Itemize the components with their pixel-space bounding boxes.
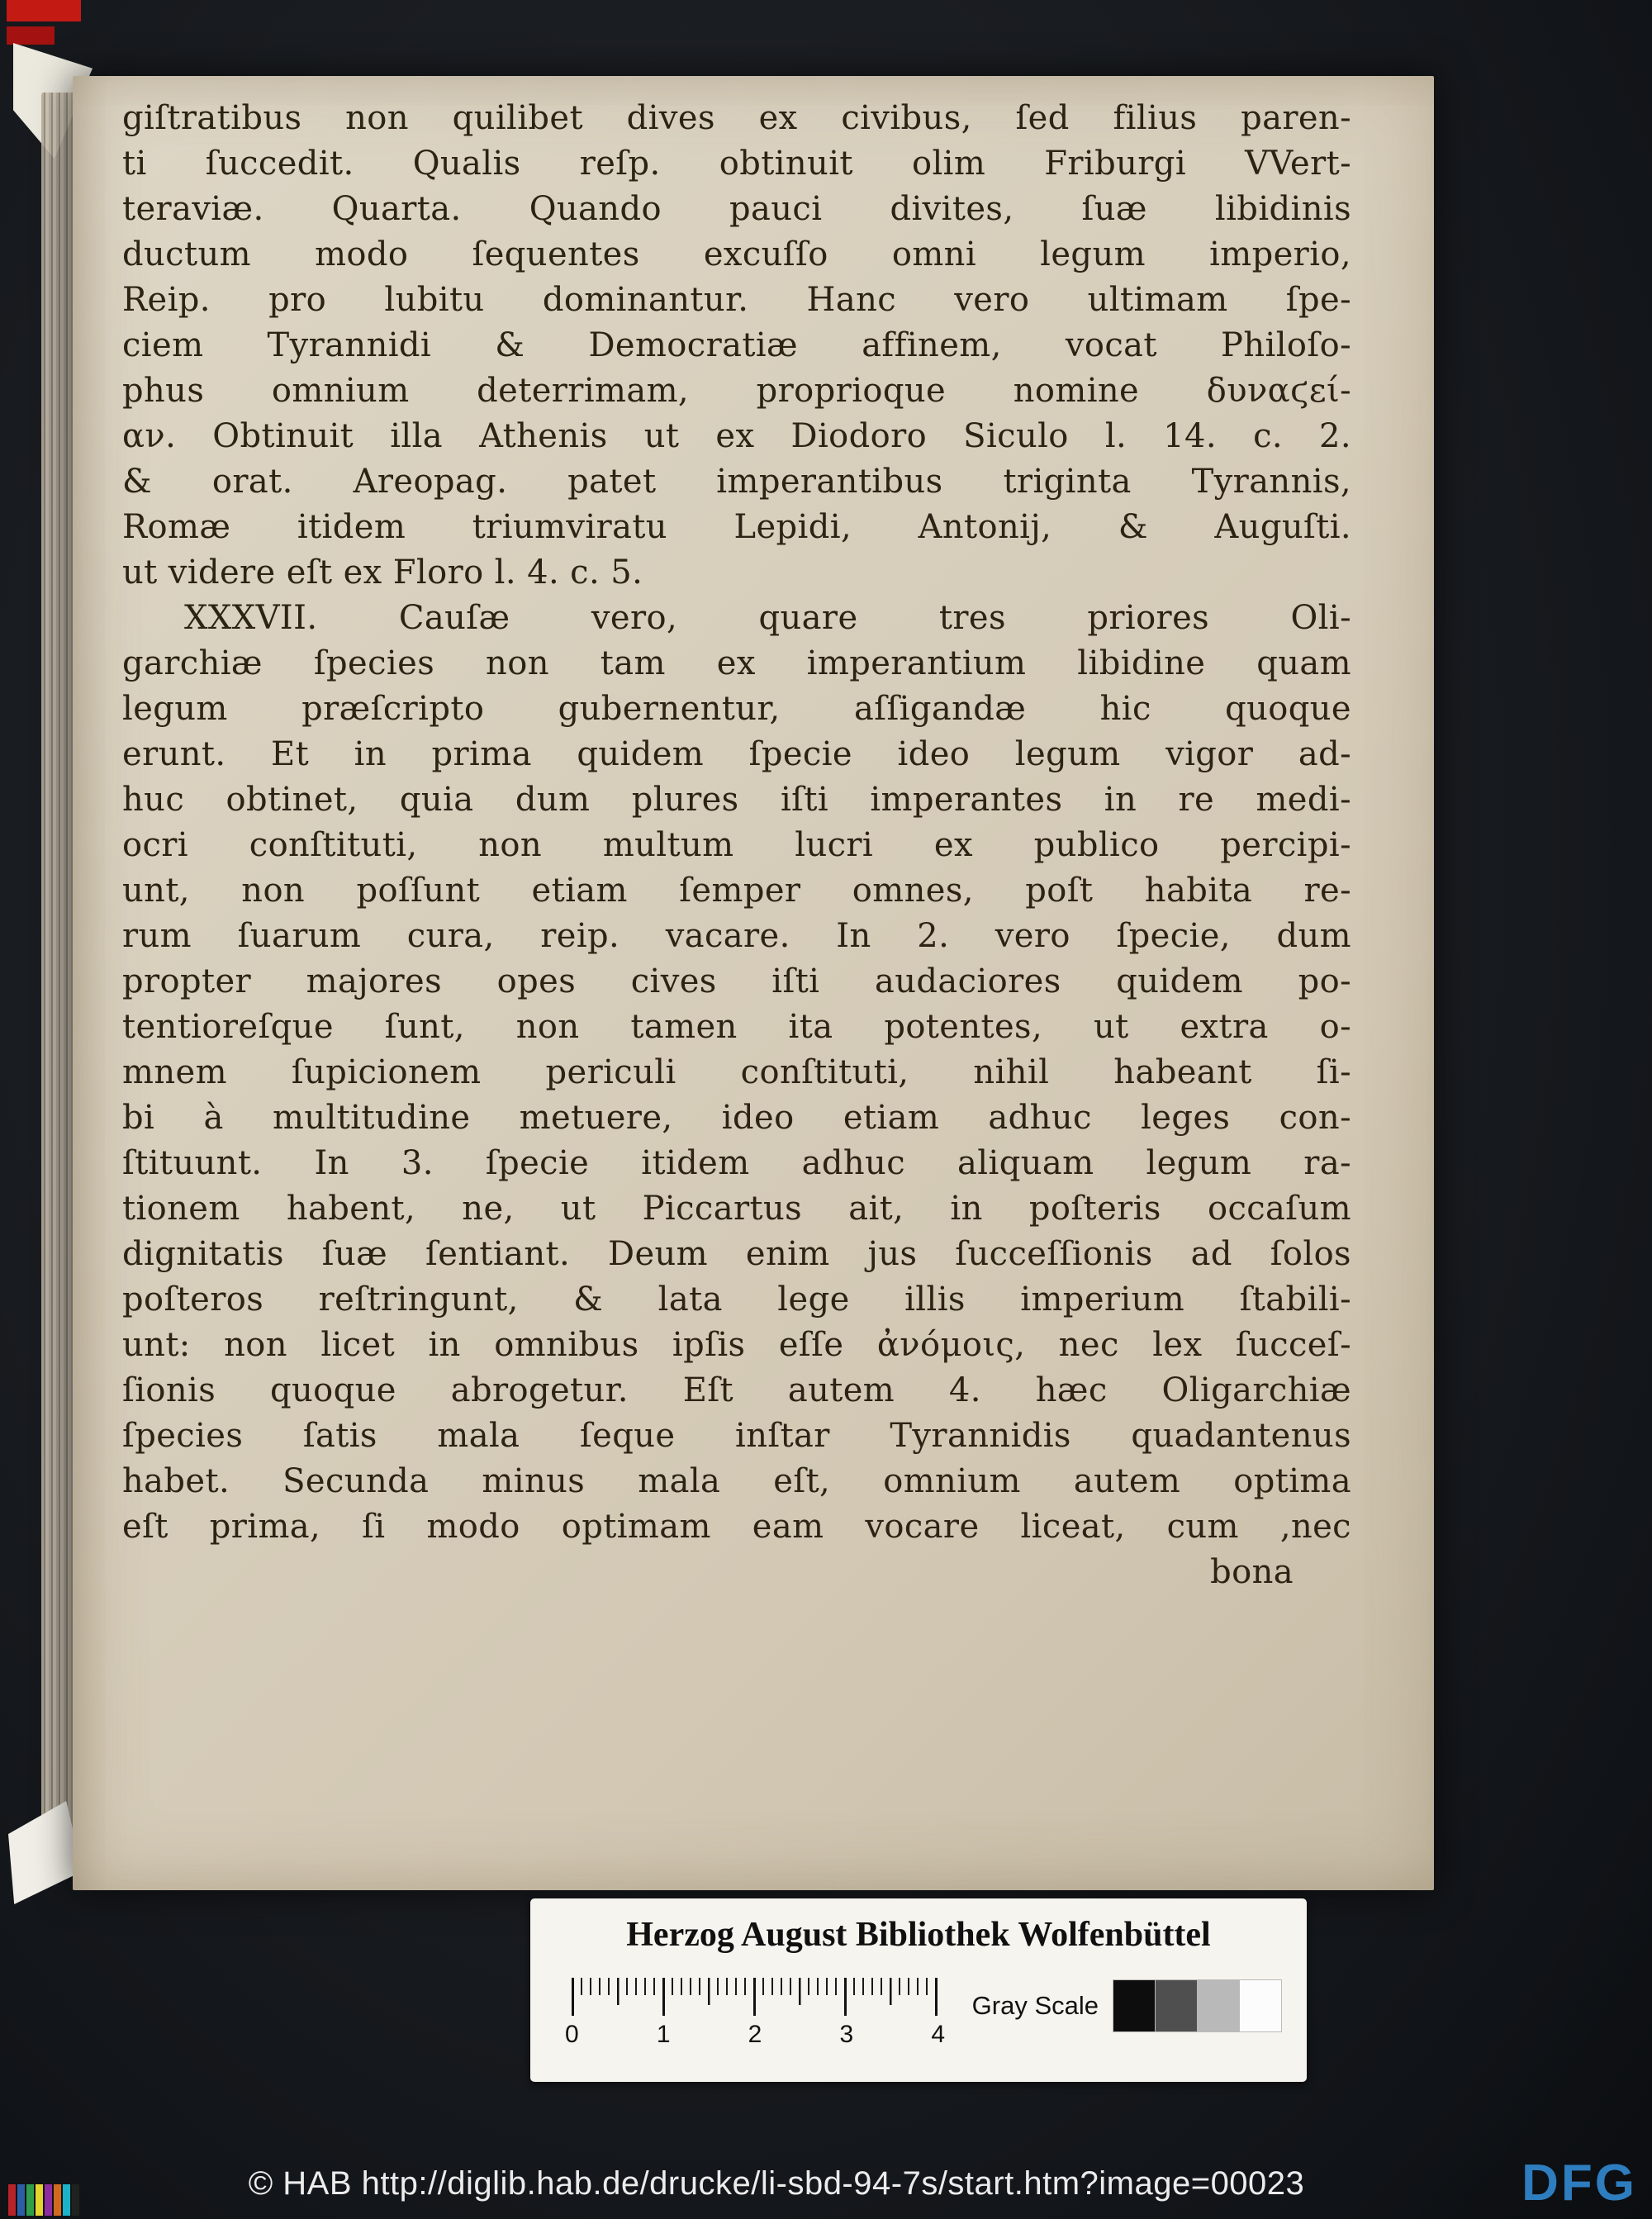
text-line: huc obtinet, quia dum plures iſti imperantes in re medi- (122, 781, 1351, 819)
text-line: legum præſcripto gubernentur, aſſigandæ hic quoque (122, 690, 1351, 728)
color-stripe (36, 2184, 43, 2216)
color-stripe (26, 2184, 34, 2216)
text-line: ſpecies ſatis mala ſeque inſtar Tyrannidis quadantenus (122, 1417, 1351, 1455)
color-stripe (54, 2184, 61, 2216)
book-page (73, 76, 1434, 1890)
ruler-number: 3 (839, 2021, 854, 2048)
text-line: ut videre eſt ex Floro l. 4. c. 5. (122, 554, 643, 592)
text-line: propter majores opes cives iſti audaciores quidem po- (122, 962, 1351, 1000)
text-line: rum ſuarum cura, reip. vacare. In 2. vero ſpecie, dum (122, 917, 1351, 955)
text-line: unt, non poſſunt etiam ſemper omnes, poſt habita re- (122, 872, 1351, 910)
page-text-block (122, 96, 1351, 1595)
text-line: Romæ itidem triumviratu Lepidi, Antonij, & Auguſti. (122, 508, 1351, 546)
calibration-red-mark-bottom (7, 26, 55, 45)
text-line: & orat. Areopag. patet imperantibus triginta Tyrannis, (122, 463, 1351, 501)
text-line: garchiæ ſpecies non tam ex imperantium libidine quam (122, 644, 1351, 682)
page-stack-edge (41, 93, 76, 1869)
gray-scale-patches (1113, 1979, 1282, 2032)
text-line: ductum modo ſequentes excuſſo omni legum imperio, (122, 235, 1351, 273)
ruler (565, 1978, 945, 2057)
text-line: poſteros reſtringunt, & lata lege illis imperium ſtabili- (122, 1281, 1351, 1319)
text-line: dignitatis ſuæ ſentiant. Deum enim jus ſucceſſionis ad ſolos (122, 1235, 1351, 1273)
gray-scale-label: Gray Scale (971, 1991, 1099, 2020)
text-line: bi à multitudine metuere, ideo etiam adhuc leges con- (122, 1099, 1351, 1137)
ruler-numbers (565, 2021, 945, 2049)
text-line: mnem ſupicionem periculi conſtituti, nihil habeant ſi- (122, 1053, 1351, 1091)
text-line: eſt prima, ſi modo optimam eam vocare liceat, cum ,nec (122, 1508, 1351, 1546)
text-line: unt: non licet in omnibus ipſis eſſe ἀνόμοις, nec lex ſucceſ- (122, 1326, 1351, 1364)
text-line: tionem habent, ne, ut Piccartus ait, in poſteris occaſum (122, 1190, 1351, 1228)
ruler-ticks-cm (572, 1978, 938, 2016)
text-line: ti ſuccedit. Qualis reſp. obtinuit olim Friburgi VVert- (122, 145, 1351, 183)
calibration-red-mark-top (7, 0, 81, 21)
text-line: ſionis quoque abrogetur. Eſt autem 4. hæc Oligarchiæ (122, 1371, 1351, 1409)
gray-scale-patch (1155, 1979, 1198, 2032)
color-calibration-strip (8, 2183, 81, 2216)
gray-scale-patch (1113, 1979, 1156, 2032)
gray-scale-patch (1197, 1979, 1240, 2032)
gray-scale-patch (1239, 1979, 1282, 2032)
text-line: ciem Tyrannidi & Democratiæ affinem, vocat Philoſo- (122, 326, 1351, 364)
text-line: Reip. pro lubitu dominantur. Hanc vero ultimam ſpe- (122, 281, 1351, 319)
catchword: bona (1210, 1553, 1294, 1591)
text-line: teraviæ. Quarta. Quando pauci divites, ſuæ libidinis (122, 190, 1351, 228)
ruler-number: 2 (748, 2021, 762, 2048)
color-stripe (72, 2184, 79, 2216)
ruler-number: 0 (565, 2021, 579, 2048)
text-line: giſtratibus non quilibet dives ex civibus, ſed filius paren- (122, 99, 1351, 137)
color-stripe (63, 2184, 70, 2216)
ruler-number: 4 (931, 2021, 945, 2048)
color-stripe (45, 2184, 52, 2216)
text-line-section-start: XXXVII. Cauſæ vero, quare tres priores Oli- (184, 599, 1351, 637)
text-line: ocri conſtituti, non multum lucri ex publico percipi- (122, 826, 1351, 864)
scale-label-card (530, 1898, 1307, 2082)
color-stripe (17, 2184, 25, 2216)
text-line: ſtituunt. In 3. ſpecie itidem adhuc aliquam legum ra- (122, 1144, 1351, 1182)
text-line: tentioreſque ſunt, non tamen ita potentes, ut extra o- (122, 1008, 1351, 1046)
copyright-text: © HAB http://diglib.hab.de/drucke/li-sbd-94-7s/start.htm?image=00023 (248, 2165, 1305, 2202)
text-line: phus omnium deterrimam, proprioque nomine δυναϛεί- (122, 372, 1351, 410)
library-name: Herzog August Bibliothek Wolfenbüttel (626, 1916, 1211, 1954)
text-line: αν. Obtinuit illa Athenis ut ex Diodoro Siculo l. 14. c. 2. (122, 417, 1351, 455)
ruler-number: 1 (656, 2021, 671, 2048)
dfg-logo: DFG (1521, 2155, 1637, 2212)
text-line: habet. Secunda minus mala eſt, omnium autem optima (122, 1462, 1351, 1500)
color-stripe (8, 2184, 16, 2216)
text-line: erunt. Et in prima quidem ſpecie ideo legum vigor ad- (122, 735, 1351, 773)
